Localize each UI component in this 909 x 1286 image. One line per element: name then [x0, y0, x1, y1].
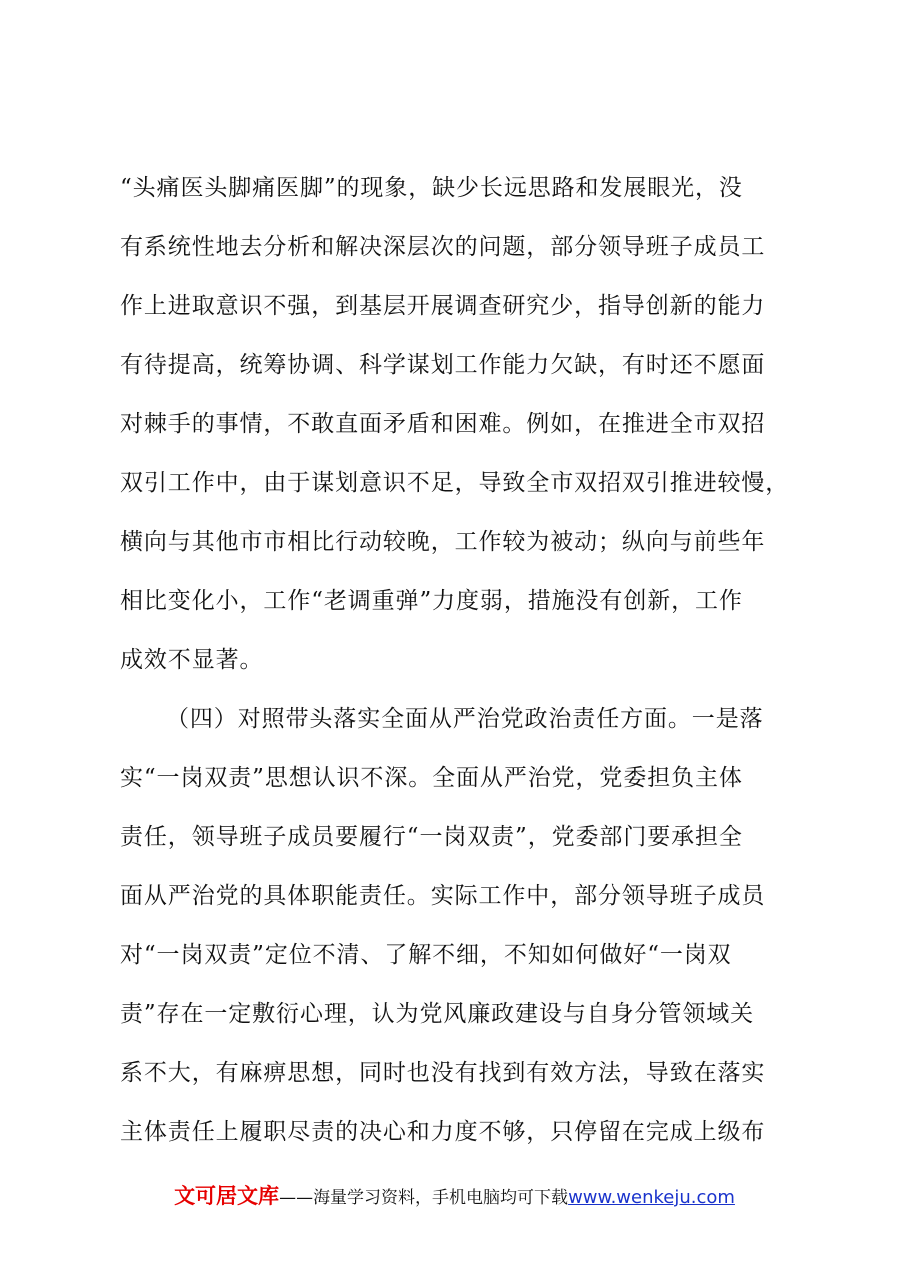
text-line: 主体责任上履职尽责的决心和力度不够，只停留在完成上级布 — [120, 1119, 766, 1145]
text-line: 实“一岗双责”思想认识不深。全面从严治党，党委担负主体 — [120, 765, 743, 791]
footer-tagline: ——海量学习资料，手机电脑均可下载 — [279, 1188, 569, 1208]
text-line: 对棘手的事情，不敢直面矛盾和困难。例如，在推进全市双招 — [120, 411, 766, 437]
text-line: 有系统性地去分析和解决深层次的问题，部分领导班子成员工 — [120, 234, 766, 260]
text-line: 作上进取意识不强，到基层开展调查研究少，指导创新的能力 — [120, 293, 766, 319]
text-line: “头痛医头脚痛医脚”的现象，缺少长远思路和发展眼光，没 — [120, 175, 743, 201]
text-line: 双引工作中，由于谋划意识不足，导致全市双招双引推进较慢， — [120, 470, 790, 496]
text-line: （四）对照带头落实全面从严治党政治责任方面。一是落 — [166, 706, 764, 732]
text-line: 有待提高，统筹协调、科学谋划工作能力欠缺，有时还不愿面 — [120, 352, 766, 378]
text-line: 责任，领导班子成员要履行“一岗双责”，党委部门要承担全 — [120, 824, 743, 850]
text-line: 面从严治党的具体职能责任。实际工作中，部分领导班子成员 — [120, 883, 766, 909]
text-line: 横向与其他市市相比行动较晚，工作较为被动；纵向与前些年 — [120, 529, 766, 555]
footer-brand: 文可居文库 — [174, 1184, 280, 1208]
text-line: 对“一岗双责”定位不清、了解不细，不知如何做好“一岗双 — [120, 942, 732, 968]
body-text — [120, 160, 800, 1163]
footer-banner — [0, 1180, 909, 1210]
text-line: 成效不显著。 — [120, 647, 264, 673]
text-line: 系不大，有麻痹思想，同时也没有找到有效方法，导致在落实 — [120, 1060, 766, 1086]
text-line: 责”存在一定敷衍心理，认为党风廉政建设与自身分管领域关 — [120, 1001, 755, 1027]
text-line: 相比变化小，工作“老调重弹”力度弱，措施没有创新，工作 — [120, 588, 743, 614]
footer-website-link[interactable]: www.wenkeju.com — [568, 1187, 735, 1208]
